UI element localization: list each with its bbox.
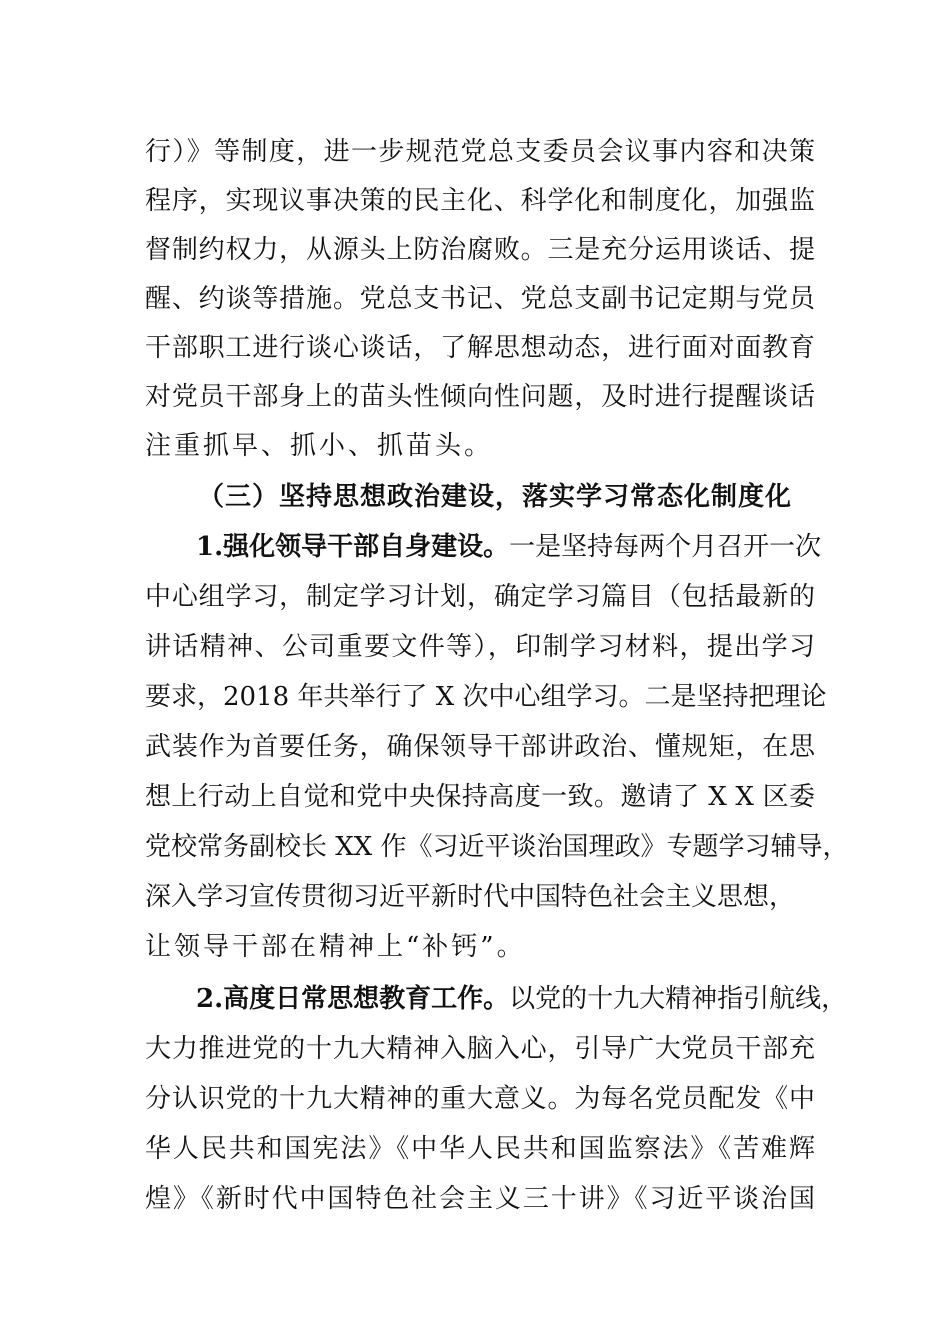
section-heading: （三）坚持思想政治建设，落实学习常态化制度化 <box>198 482 793 512</box>
paragraph-text: 一是坚持每两个月召开一次 <box>509 532 822 562</box>
text-line: 要求，2018 年共举行了 X 次中心组学习。二是坚持把理论 <box>145 682 827 712</box>
paragraph-text: 以党的十九大精神指引航线， <box>509 984 848 1014</box>
text-line: 党校常务副校长 XX 作《习近平谈治国理政》专题学习辅导， <box>145 832 849 862</box>
text-line: 醒、约谈等措施。党总支书记、党总支副书记定期与党员 <box>145 284 815 314</box>
text-line: 注重抓早、抓小、抓苗头。 <box>145 431 494 461</box>
text-line: 想上行动上自觉和党中央保持高度一致。邀请了 X X 区委 <box>145 782 815 812</box>
text-line: 让领导干部在精神上“补钙”。 <box>145 932 526 962</box>
text-line: 煌》《新时代中国特色社会主义三十讲》《习近平谈治国 <box>145 1184 815 1214</box>
text-line: 华人民共和国宪法》《中华人民共和国监察法》《苦难辉 <box>145 1134 815 1164</box>
text-line: 深入学习宣传贯彻习近平新时代中国特色社会主义思想， <box>145 882 796 912</box>
text-line: 大力推进党的十九大精神入脑入心，引导广大党员干部充 <box>145 1034 815 1064</box>
paragraph-first-line <box>196 979 848 1019</box>
text-line: 干部职工进行谈心谈话，了解思想动态，进行面对面教育 <box>145 333 815 363</box>
text-line: 对党员干部身上的苗头性倾向性问题，及时进行提醒谈话 <box>145 382 815 412</box>
text-line: 讲话精神、公司重要文件等），印制学习材料，提出学习 <box>145 632 815 662</box>
text-line: 行）》等制度，进一步规范党总支委员会议事内容和决策 <box>145 137 815 167</box>
text-line: 分认识党的十九大精神的重大意义。为每名党员配发《中 <box>145 1084 815 1114</box>
text-line: 中心组学习，制定学习计划，确定学习篇目（包括最新的 <box>145 582 815 612</box>
text-line: 程序，实现议事决策的民主化、科学化和制度化，加强监 <box>145 186 815 216</box>
text-line: 武装作为首要任务，确保领导干部讲政治、懂规矩，在思 <box>145 732 815 762</box>
paragraph-first-line <box>196 527 822 567</box>
text-line: 督制约权力，从源头上防治腐败。三是充分运用谈话、提 <box>145 235 815 265</box>
paragraph-lead: 1.强化领导干部自身建设。 <box>196 532 510 562</box>
paragraph-lead: 2.高度日常思想教育工作。 <box>196 984 510 1014</box>
